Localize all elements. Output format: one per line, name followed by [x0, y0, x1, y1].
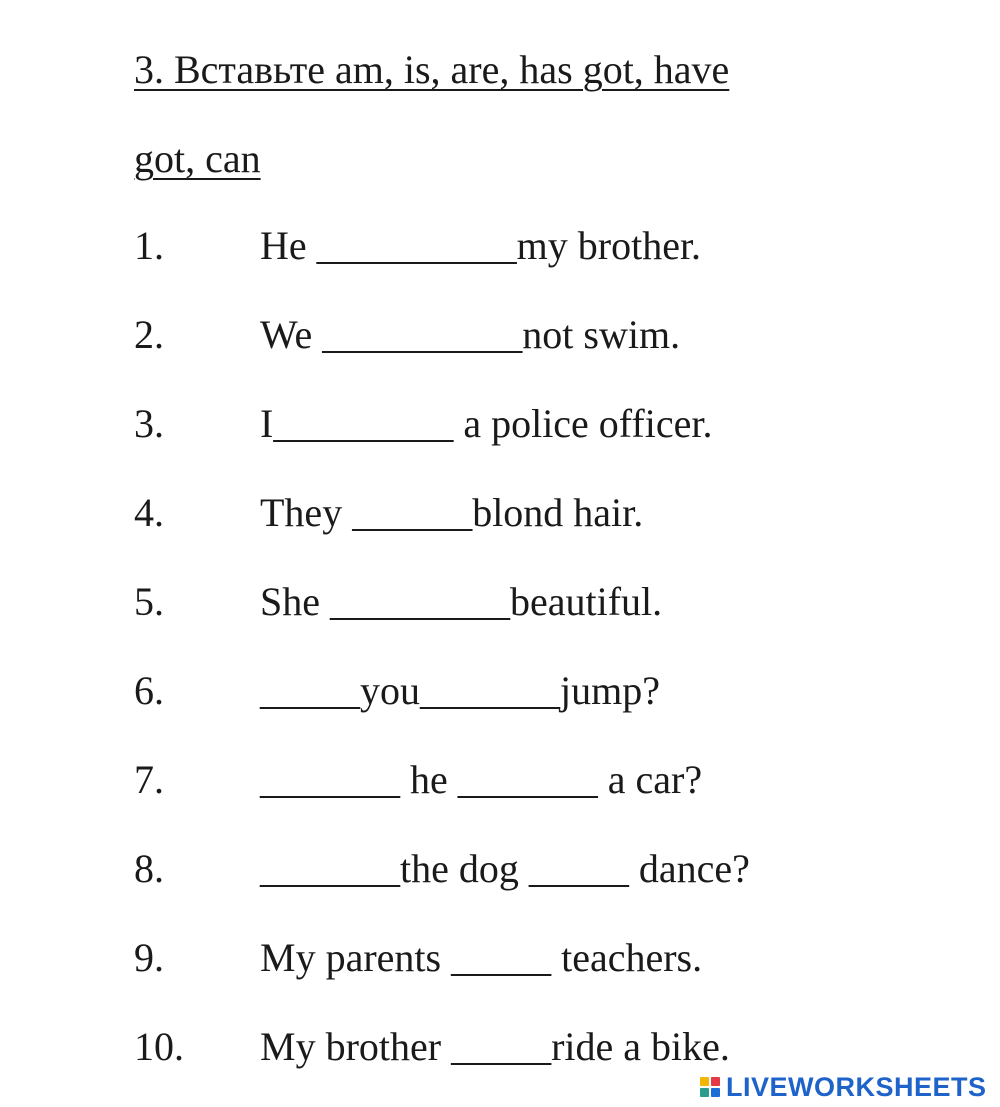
- item-sentence: My parents _____ teachers.: [260, 935, 703, 980]
- exercise-item-2: [0, 311, 1000, 359]
- exercise-item-7: [0, 756, 1000, 804]
- exercise-title-line-1: 3. Вставьте am, is, are, has got, have: [134, 47, 730, 92]
- watermark-text: LIVEWORKSHEETS: [726, 1072, 987, 1102]
- item-sentence: They ______blond hair.: [260, 490, 644, 535]
- item-number: 10.: [134, 1024, 184, 1069]
- item-number: 3.: [134, 401, 164, 446]
- item-number: 2.: [134, 312, 164, 357]
- item-sentence: _______the dog _____ dance?: [260, 846, 750, 891]
- item-sentence: He __________my brother.: [260, 223, 702, 268]
- item-sentence: I_________ a police officer.: [260, 401, 713, 446]
- item-number: 7.: [134, 757, 164, 802]
- exercise-title-line-2: got, can: [134, 136, 261, 181]
- exercise-item-3: [0, 400, 1000, 448]
- item-number: 6.: [134, 668, 164, 713]
- exercise-item-9: [0, 934, 1000, 982]
- exercise-item-6: [0, 667, 1000, 715]
- item-number: 9.: [134, 935, 164, 980]
- liveworksheets-watermark: [700, 1070, 987, 1104]
- exercise-item-1: [0, 222, 1000, 270]
- exercise-item-5: [0, 578, 1000, 626]
- item-sentence: We __________not swim.: [260, 312, 681, 357]
- exercise-item-10: [0, 1023, 1000, 1071]
- item-number: 5.: [134, 579, 164, 624]
- item-number: 1.: [134, 223, 164, 268]
- exercise-item-4: [0, 489, 1000, 537]
- item-sentence: She _________beautiful.: [260, 579, 663, 624]
- item-sentence: _______ he _______ a car?: [260, 757, 703, 802]
- liveworksheets-logo-icon: [700, 1077, 720, 1097]
- item-sentence: My brother _____ride a bike.: [260, 1024, 730, 1069]
- item-sentence: _____you_______jump?: [260, 668, 660, 713]
- item-number: 4.: [134, 490, 164, 535]
- item-number: 8.: [134, 846, 164, 891]
- exercise-item-8: [0, 845, 1000, 893]
